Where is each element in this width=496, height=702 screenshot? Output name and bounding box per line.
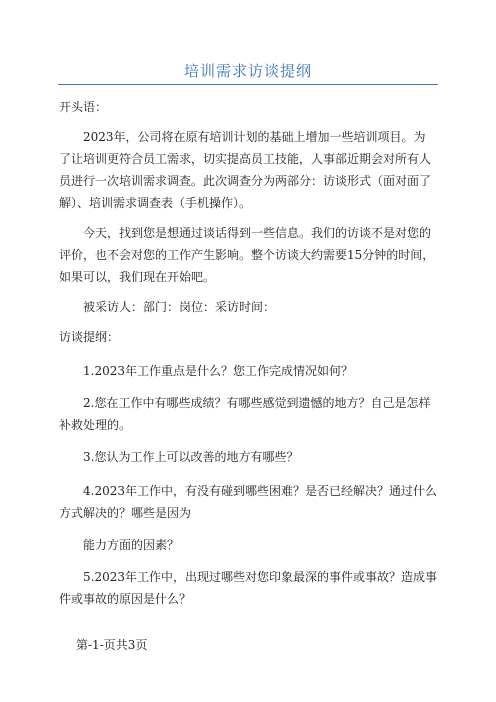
question-item: 3.您认为工作上可以改善的地方有哪些？ — [83, 450, 299, 464]
body-block-3 — [59, 222, 437, 288]
body-block-2 — [59, 126, 437, 214]
question-block-2 — [59, 392, 437, 436]
question-block-3 — [59, 446, 437, 468]
body-block-4 — [59, 296, 437, 318]
body-block-5 — [59, 326, 437, 348]
body-block-1 — [59, 96, 437, 118]
question-item: 1.2023年工作重点是什么？您工作完成情况如何？ — [83, 364, 353, 378]
question-block-4-cont — [59, 534, 437, 556]
title-divider — [58, 84, 438, 85]
question-block-1 — [59, 360, 437, 382]
page-footer: 第-1-页共3页 — [76, 638, 148, 652]
intro-paragraph: 2023年，公司将在原有培训计划的基础上增加一些培训项目。为了让培训更符合员工需求，切实提高员工技能，人事部近期会对所有人员进行一次培训需求调查。此次调查分为两部分：访谈形式（面对面了解）、培训需求调查表（手机操作）。 — [59, 130, 432, 210]
question-item-continuation: 能力方面的因素？ — [83, 538, 180, 552]
question-item: 4.2023年工作中，有没有碰到哪些困难？是否已经解决？通过什么方式解决的？哪些是因为 — [59, 484, 437, 520]
interviewee-line: 被采访人：部门：岗位：采访时间： — [83, 300, 276, 314]
question-item: 5.2023年工作中，出现过哪些对您印象最深的事件或事故？造成事件或事故的原因是什么？ — [59, 570, 437, 606]
question-block-5 — [59, 566, 437, 610]
document-title: 培训需求访谈提纲 — [183, 62, 312, 80]
outline-label: 访谈提纲： — [59, 330, 120, 344]
today-paragraph: 今天，找到您是想通过谈话得到一些信息。我们的访谈不是对您的评价，也不会对您的工作产生影响。整个访谈大约需要15分钟的时间，如果可以，我们现在开始吧。 — [59, 226, 435, 284]
question-item: 2.您在工作中有哪些成绩？有哪些感觉到遗憾的地方？自己是怎样补救处理的。 — [59, 396, 431, 432]
opening-label: 开头语： — [59, 100, 108, 114]
question-block-4 — [59, 480, 437, 524]
